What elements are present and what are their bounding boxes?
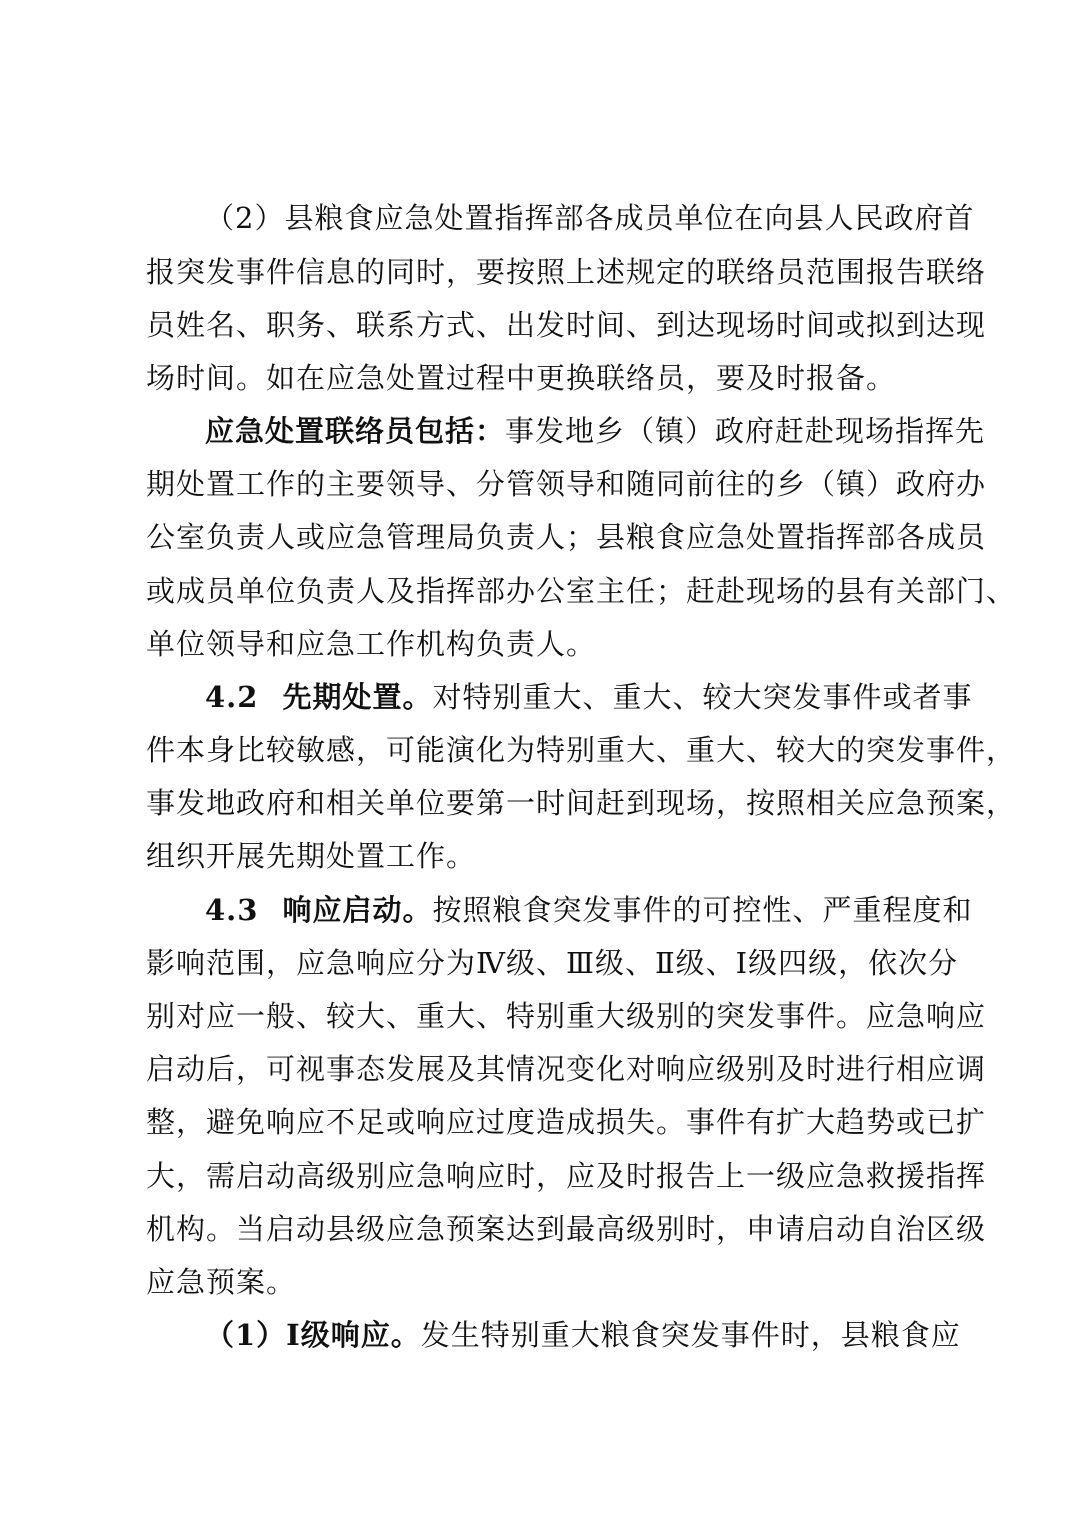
- line-text: 报突发事件信息的同时，要按照上述规定的联络员范围报告联络: [146, 255, 987, 289]
- text-line: [205, 200, 974, 236]
- line-text: 应急预案。: [146, 1265, 297, 1299]
- line-text: 公室负责人或应急管理局负责人；县粮食应急处置指挥部各成员: [146, 520, 987, 554]
- line-text: 发生特别重大粮食突发事件时，县粮食应: [420, 1318, 961, 1352]
- text-line: [146, 945, 958, 981]
- text-line: [146, 1211, 986, 1247]
- line-text: 员姓名、职务、联系方式、出发时间、到达现场时间或拟到达现: [146, 308, 987, 342]
- line-text: 件本身比较敏感，可能演化为特别重大、重大、较大的突发事件，: [146, 733, 1017, 767]
- line-text: 别对应一般、较大、重大、特别重大级别的突发事件。应急响应: [146, 999, 987, 1033]
- line-text: 整，避免响应不足或响应过度造成损失。事件有扩大趋势或已扩: [146, 1105, 987, 1139]
- line-text: 事发地政府和相关单位要第一时间赶到现场，按照相关应急预案，: [146, 786, 1017, 820]
- line-text: 对特别重大、重大、较大突发事件或者事: [432, 680, 973, 714]
- text-line: [205, 892, 972, 928]
- text-line: [205, 1317, 961, 1353]
- text-line: [146, 626, 596, 662]
- text-line: [146, 1264, 296, 1300]
- section-number: 4.3: [205, 893, 259, 927]
- line-text: 机构。当启动县级应急预案达到最高级别时，申请启动自治区级: [146, 1212, 987, 1246]
- text-line: [146, 1158, 986, 1194]
- line-text: 启动后，可视事态发展及其情况变化对响应级别及时进行相应调: [146, 1052, 987, 1086]
- text-line: [146, 466, 986, 502]
- bold-heading: （1）Ⅰ级响应。: [205, 1318, 421, 1352]
- text-line: [146, 838, 476, 874]
- line-text: 场时间。如在应急处置过程中更换联络员，要及时报备。: [146, 361, 897, 395]
- text-line: [146, 785, 1016, 821]
- line-text: 事发地乡（镇）政府赶赴现场指挥先: [505, 414, 986, 448]
- section-number: 4.2: [205, 680, 259, 714]
- text-line: [146, 732, 1016, 768]
- line-text: （2）县粮食应急处置指挥部各成员单位在向县人民政府首: [205, 201, 975, 235]
- line-text: 组织开展先期处置工作。: [146, 839, 477, 873]
- line-text: 影响范围，应急响应分为Ⅳ级、Ⅲ级、Ⅱ级、Ⅰ级四级，依次分: [146, 946, 959, 980]
- text-line: [146, 519, 986, 555]
- text-line: [146, 998, 986, 1034]
- bold-heading: 响应启动。: [282, 893, 433, 927]
- line-text: 或成员单位负责人及指挥部办公室主任；赶赴现场的县有关部门、: [146, 574, 1017, 608]
- text-line: [146, 573, 1016, 609]
- text-line: [146, 254, 986, 290]
- line-text: 按照粮食突发事件的可控性、严重程度和: [432, 893, 973, 927]
- line-text: 单位领导和应急工作机构负责人。: [146, 627, 597, 661]
- text-line: [205, 413, 985, 449]
- text-line: [146, 307, 986, 343]
- bold-heading: 先期处置。: [282, 680, 433, 714]
- line-text: 大，需启动高级别应急响应时，应及时报告上一级应急救援指挥: [146, 1159, 987, 1193]
- text-line: [146, 1051, 986, 1087]
- line-text: 期处置工作的主要领导、分管领导和随同前往的乡（镇）政府办: [146, 467, 987, 501]
- text-line: [146, 1104, 986, 1140]
- text-line: [205, 679, 972, 715]
- bold-heading: 应急处置联络员包括：: [205, 414, 506, 448]
- text-line: [146, 360, 896, 396]
